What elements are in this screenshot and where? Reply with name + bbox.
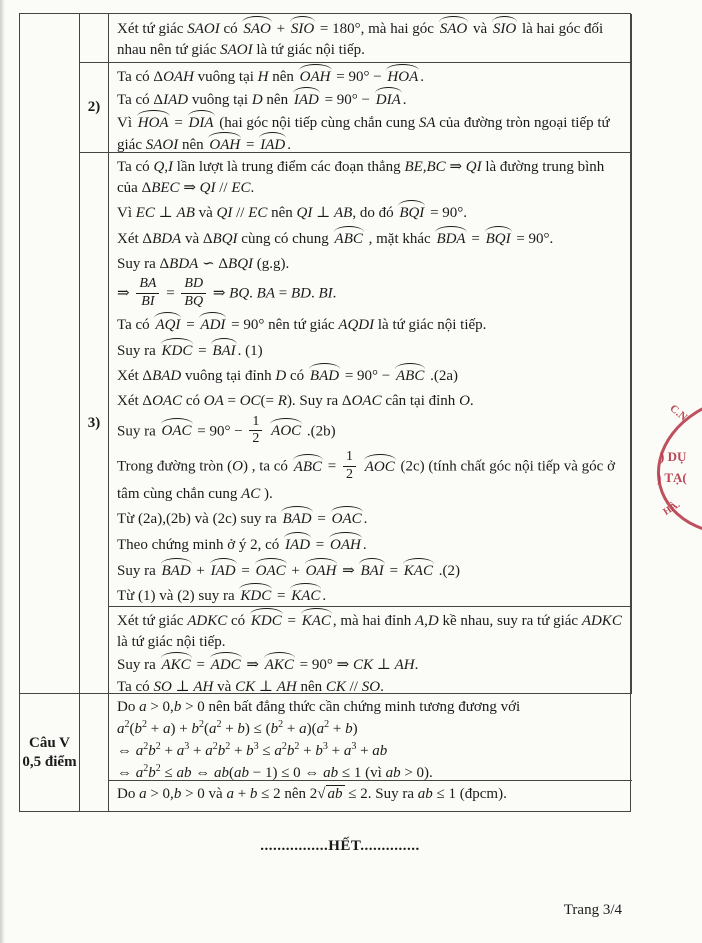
part-label-cell-empty [80, 14, 109, 63]
text-line: Suy ra AKC = ADC ⇒ AKC = 90° ⇒ CK ⊥ AH. [117, 653, 625, 676]
red-stamp-arc-text-top: C.N [667, 402, 690, 424]
text-line: Vì EC ⊥ AB và QI // EC nên QI ⊥ AB, do đó BQI = 90°. [117, 201, 625, 227]
red-stamp-text-line2: ) TẠ( [657, 470, 687, 485]
text-line: Suy ra BAD + IAD = OAC + OAH ⇒ BAI = KAC .(2) [117, 558, 625, 584]
text-line: Ta có ΔIAD vuông tại D nên IAD = 90° − DIA . [117, 88, 625, 111]
text-line: Xét ΔOAC có OA = OC(= R). Suy ra ΔOAC cân tại đỉnh O. [117, 392, 474, 409]
answer-block-cauv-conclusion [109, 781, 632, 811]
text-line: Xét ΔBAD vuông tại đỉnh D có BAD = 90° − ABC .(2a) [117, 364, 625, 390]
red-stamp-text-line1: ) DỤ [660, 449, 687, 464]
text-line: Suy ra OAC = 90° − $\frac{1}{2}$ AOC .(2b) [117, 413, 336, 447]
answer-block-cauv-proof [109, 694, 632, 781]
cau-v-points: 0,5 điểm [22, 753, 77, 770]
text-line: Ta có AQI = ADI = 90° nên tứ giác AQDI là tứ giác nội tiếp. [117, 312, 625, 338]
text-line: Trong đường tròn (O) , ta có ABC = $\frac{1}{2}$ AOC (2c) (tính chất góc nội tiếp và góc ở tâm cùng chắn cung AC ). [117, 449, 616, 502]
page-number: Trang 3/4 [563, 902, 622, 918]
red-stamp-ring-icon [642, 377, 702, 553]
answer-block-part3-main [109, 153, 632, 607]
part-3-label: 3) [87, 414, 101, 431]
part-label-2 [80, 63, 109, 153]
answer-table [19, 13, 631, 812]
cau-v-header-cell [20, 694, 80, 811]
scan-edge-shadow [0, 0, 5, 943]
cau-v-title: Câu V [29, 734, 70, 751]
answer-block-saoi-cyclic [109, 14, 632, 63]
answer-block-part3-conclusion [109, 607, 632, 694]
text-line: Theo chứng minh ở ý 2, có IAD = OAH . [117, 532, 625, 558]
text-line: ⇒ $\frac{BA}{BI}$ = $\frac{BD}{BQ}$ ⇒ BQ. BA = BD. BI. [117, 276, 337, 309]
text-line: Suy ra KDC = BAI . (1) [117, 338, 625, 364]
text-line: ⇔ $a^2b^2$ ≤ ab ⇔ ab(ab − 1) ≤ 0 ⇔ ab ≤ 1 (vì ab > 0). [117, 762, 433, 781]
answer-block-part2 [109, 63, 632, 153]
text-line: Suy ra ΔBDA ∽ ΔBQI (g.g). [117, 255, 290, 272]
text-line: $a^2(b^2 + a) + b^2(a^2 + b) \le (b^2 + a)(a^2 + b)$ [117, 718, 358, 737]
text-line: Từ (2a),(2b) và (2c) suy ra BAD = OAC . [117, 507, 625, 533]
text-line: Do a > 0,b > 0 và a + b ≤ 2 nên 2√ ab ≤ 2. Suy ra ab ≤ 1 (đpcm). [117, 786, 507, 802]
part-2-label: 2) [87, 99, 101, 115]
red-stamp-arc-text-bottom: HÀ. [661, 499, 683, 518]
part-label-3 [80, 153, 109, 694]
text-line: Xét ΔBDA và ΔBQI cùng có chung ABC , mặt khác BDA = BQI = 90°. [117, 226, 625, 252]
text-line: Vì HOA = DIA (hai góc nội tiếp cùng chắn cung SA của đường tròn ngoại tiếp tứ giác SAOI nên OAH = IAD . [117, 111, 625, 153]
end-marker: ................HẾT.............. [260, 838, 420, 854]
text-line: Xét tứ giác SAOI có SAO + SIO = 180°, mà hai góc SAO và SIO là hai góc đối nhau nên tứ giác SAOI là tứ giác nội tiếp. [117, 16, 625, 62]
question-number-column-cell [20, 14, 80, 694]
text-line: Do a > 0,b > 0 nên bất đẳng thức cần chứng minh tương đương với [117, 698, 521, 715]
text-line: Ta có SO ⊥ AH và CK ⊥ AH nên CK // SO. [117, 678, 384, 694]
text-line: Ta có ΔOAH vuông tại H nên OAH = 90° − HOA . [117, 65, 625, 88]
cau-v-part-label-empty [80, 694, 109, 811]
text-line: Xét tứ giác ADKC có KDC = KAC , mà hai đỉnh A,D kề nhau, suy ra tứ giác ADKC là tứ giác nội tiếp. [117, 609, 625, 653]
text-line: ⇔ $a^2b^2 + a^3 + a^2b^2 + b^3 \le a^2b^2 + b^3 + a^3$ + ab [117, 740, 388, 759]
text-line: Từ (1) và (2) suy ra KDC = KAC . [117, 583, 625, 607]
text-line: Ta có Q,I lần lượt là trung điểm các đoạn thẳng BE,BC ⇒ QI là đường trung bình của ΔBEC ⇒ QI // EC. [117, 158, 605, 196]
